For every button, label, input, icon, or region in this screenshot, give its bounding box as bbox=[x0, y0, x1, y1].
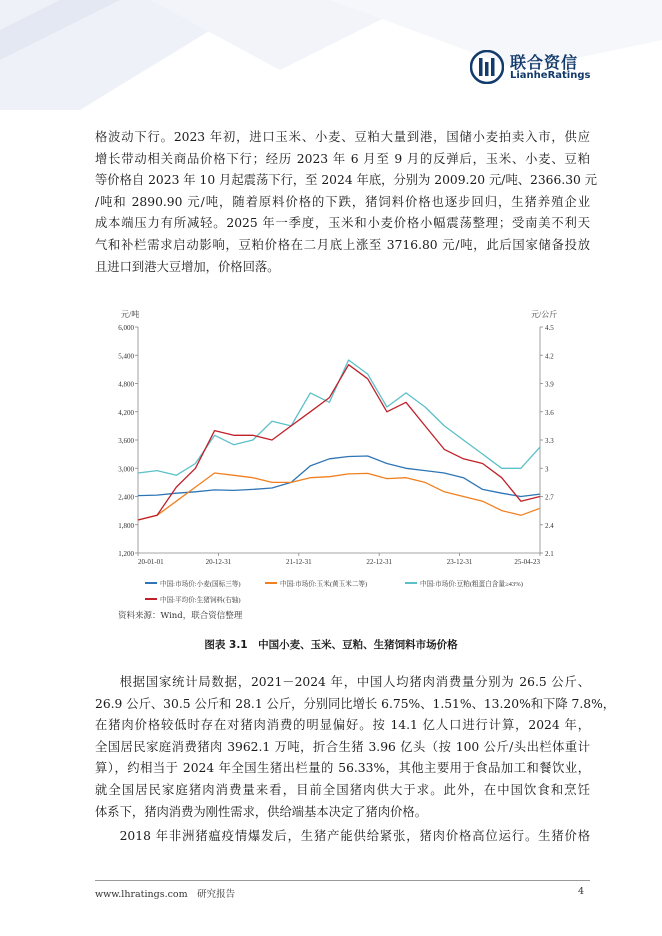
text-line: 增长带动相关商品价格下行；经历 2023 年 6 月至 9 月的反弹后，玉米、小麦、豆粕 bbox=[95, 151, 590, 166]
left-tick-label: 5,400 bbox=[118, 352, 134, 361]
body-paragraph-3 bbox=[95, 826, 590, 848]
legend-item bbox=[265, 579, 367, 588]
series-line bbox=[138, 473, 540, 520]
brand-logo bbox=[470, 50, 590, 90]
text-line: 2018 年非洲猪瘟疫情爆发后，生猪产能供给紧张，猪肉价格高位运行。生猪价格 bbox=[119, 829, 590, 843]
x-tick-label: 20-12-31 bbox=[205, 558, 232, 566]
legend-item bbox=[145, 595, 241, 604]
left-tick-label: 3,000 bbox=[118, 465, 134, 474]
left-tick-label: 3,600 bbox=[118, 437, 134, 445]
left-axis-label: 元/吨 bbox=[121, 310, 140, 319]
left-tick-label: 6,000 bbox=[118, 324, 134, 332]
x-tick-label: 21-12-31 bbox=[285, 558, 312, 566]
right-tick-label: 2.1 bbox=[545, 550, 554, 558]
left-tick-label: 1,200 bbox=[118, 550, 134, 558]
text-line: 成本端压力有所减轻。2025 年一季度，玉米和小麦价格小幅震荡整理；受南美不利天 bbox=[95, 216, 590, 231]
right-tick-label: 4.2 bbox=[545, 352, 554, 361]
text-line: 且进口到港大豆增加，价格回落。 bbox=[95, 259, 280, 274]
legend-label: 中国:市场价:小麦(国标三等) bbox=[160, 581, 241, 588]
right-tick-label: 2.4 bbox=[545, 521, 554, 530]
legend-item bbox=[405, 579, 523, 588]
right-tick-label: 3.6 bbox=[545, 408, 554, 417]
text-line: 算），约相当于 2024 年全国生猪出栏量的 56.33%，其他主要用于食品加工和餐饮业， bbox=[95, 761, 590, 776]
footer-url: www.lhratings.com 研究报告 bbox=[95, 889, 236, 900]
right-tick-label: 2.7 bbox=[545, 493, 554, 502]
footer-divider bbox=[95, 880, 590, 881]
text-line: 体系下，猪肉消费为刚性需求，供给端基本决定了猪肉价格。 bbox=[95, 804, 428, 819]
right-tick-label: 3.3 bbox=[545, 437, 554, 445]
right-tick-label: 3 bbox=[545, 465, 549, 474]
left-tick-label: 2,400 bbox=[118, 493, 134, 502]
x-tick-label: 22-12-31 bbox=[366, 558, 393, 566]
lianhe-logo-icon bbox=[470, 50, 504, 84]
right-tick-label: 4.5 bbox=[545, 324, 554, 332]
x-tick-label: 20-01-01 bbox=[138, 558, 164, 566]
body-paragraph-1 bbox=[95, 127, 598, 278]
x-tick-label: 23-12-31 bbox=[446, 558, 473, 566]
text-line: 格波动下行。2023 年初，进口玉米、小麦、豆粕大量到港，国储小麦拍卖入市，供应 bbox=[95, 130, 590, 144]
legend-label: 中国:市场价:玉米(黄玉米二等) bbox=[280, 581, 368, 588]
text-line: 26.9 公斤、30.5 公斤和 28.1 公斤，分别同比增长 6.75%、1.51%、13.20%和下降 7.8%， bbox=[95, 696, 616, 711]
text-line: 就全国居民家庭猪肉消费量来看，目前全国猪肉供大于求。此外，在中国饮食和烹饪 bbox=[95, 782, 590, 797]
text-line: 在猪肉价格较低时存在对猪肉消费的明显偏好。按 14.1 亿人口进行计算，2024 年， bbox=[95, 718, 590, 733]
page-number: 4 bbox=[578, 886, 585, 897]
right-axis-label: 元/公斤 bbox=[531, 310, 558, 319]
x-tick-label: 25-04-23 bbox=[514, 558, 540, 566]
price-chart bbox=[113, 305, 565, 625]
text-line: 全国居民家庭消费猪肉 3962.1 万吨，折合生猪 3.96 亿头（按 100 公斤/头出栏体重计 bbox=[95, 739, 590, 754]
series-line bbox=[138, 365, 540, 520]
left-tick-label: 1,800 bbox=[118, 521, 134, 530]
brand-name-cn: 联合资信 bbox=[510, 53, 579, 72]
text-line: 等价格自 2023 年 10 月起震荡下行，至 2024 年底，分别为 2009.20 元/吨、2366.30 元 bbox=[95, 173, 598, 188]
left-tick-label: 4,200 bbox=[118, 408, 134, 417]
legend-label: 中国:平均价:生猪饲料(右轴) bbox=[160, 597, 241, 604]
body-paragraph-2 bbox=[95, 672, 616, 823]
source-note: 资料来源：Wind，联合资信整理 bbox=[118, 611, 243, 621]
left-tick-label: 4,800 bbox=[118, 380, 134, 389]
text-line: 气和补栏需求启动影响，豆粕价格在二月底上涨至 3716.80 元/吨，此后国家储备投放 bbox=[95, 237, 590, 252]
text-line: /吨和 2890.90 元/吨，随着原料价格的下跌，猪饲料价格也逐步回归，生猪养殖企业 bbox=[95, 194, 590, 209]
chart-canvas bbox=[113, 305, 565, 625]
legend-label: 中国:市场价:豆粕(粗蛋白含量≥43%) bbox=[420, 581, 523, 588]
legend-item bbox=[145, 579, 241, 588]
text-line: 根据国家统计局数据，2021－2024 年，中国人均猪肉消费量分别为 26.5 公斤、 bbox=[119, 675, 590, 689]
figure-caption: 图表 3.1 中国小麦、玉米、豆粕、生猪饲料市场价格 bbox=[204, 639, 458, 651]
brand-name-en: LianheRatings bbox=[510, 70, 591, 81]
right-tick-label: 3.9 bbox=[545, 380, 554, 389]
